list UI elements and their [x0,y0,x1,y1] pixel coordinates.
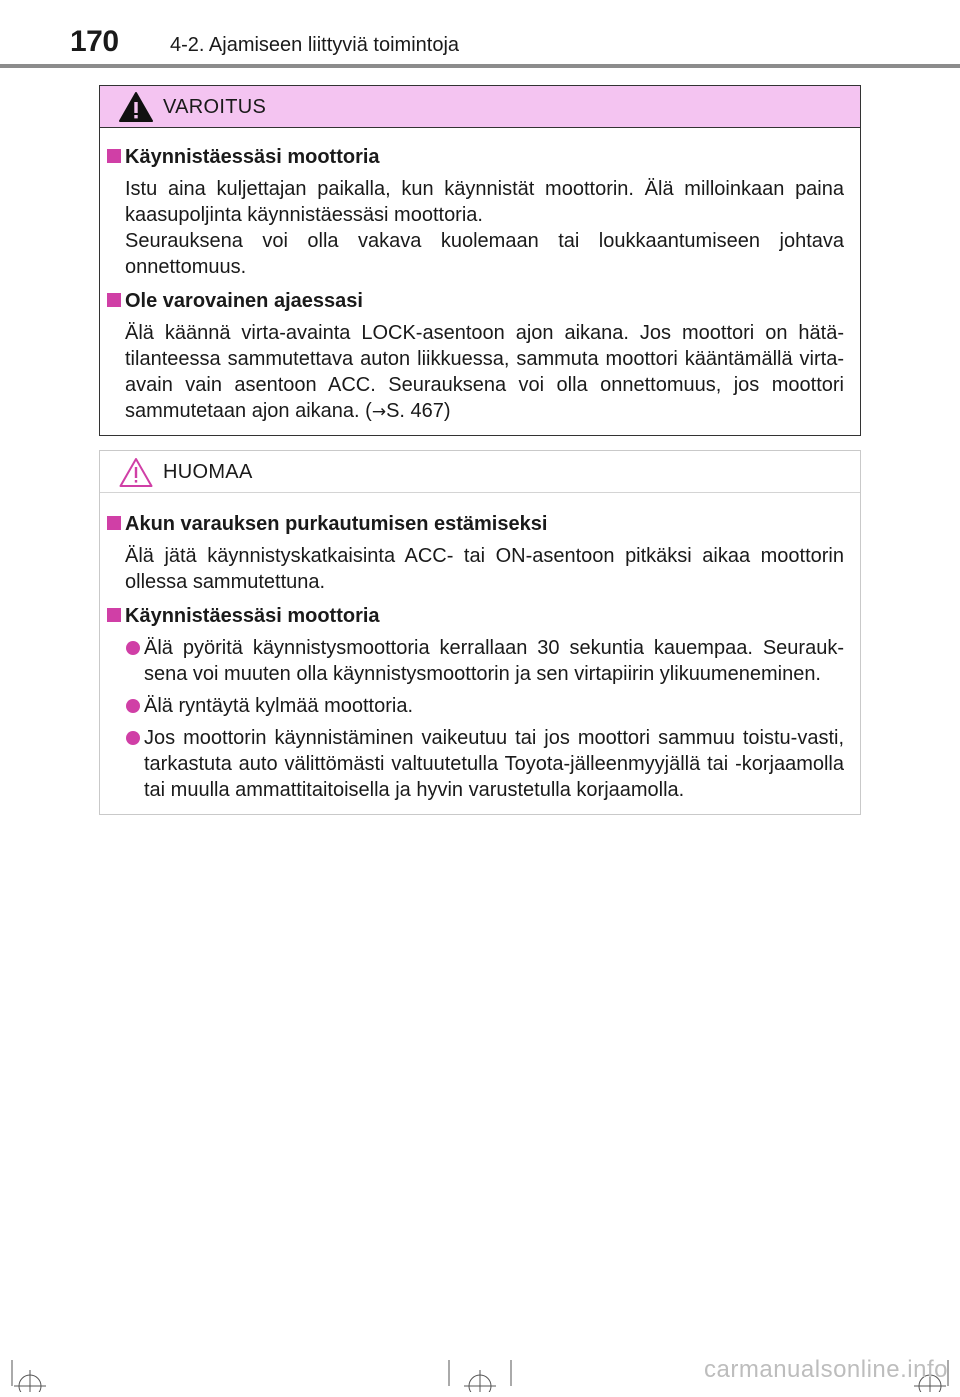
notice-header [100,451,860,493]
item-heading-text: Akun varauksen purkautumisen estämiseksi [125,513,548,535]
notice-box [99,450,861,815]
paragraph [125,320,844,425]
square-bullet-icon [107,608,121,622]
item-heading-text: Ole varovainen ajaessasi [125,290,363,312]
warning-body [100,144,860,433]
paragraph: Älä jätä käynnistyskatkaisinta ACC- tai ON-asentoon pitkäksi aikaa moottorin ollessa sammutettuna. [125,545,844,593]
warning-label: VAROITUS [163,96,267,118]
warning-triangle-icon [118,91,154,123]
notice-label: HUOMAA [163,461,253,483]
paragraph-text: Älä käännä virta-avainta LOCK-asentoon ajon aikana. Jos moottori on hätä-tilanteessa sammutettava auton liikkuessa, sammuta moottori kääntämällä virta-avain vain asentoon ACC. Seurauksena voi olla onnettomuus, jos moottori sammutetaan ajon aikana. ( [125,322,844,422]
list-item [125,693,844,719]
round-bullet-icon [126,731,140,745]
square-bullet-icon [107,293,121,307]
print-marks [0,1352,960,1392]
warning-box [99,85,861,436]
item-heading-text: Käynnistäessäsi moottoria [125,146,380,168]
square-bullet-icon [107,516,121,530]
item-heading [100,511,860,537]
paragraph: Istu aina kuljettajan paikalla, kun käynnistät moottorin. Älä milloinkaan paina kaasupoljinta käynnistäessäsi moottoria. [125,178,844,226]
header-rule [0,64,960,68]
round-bullet-icon [126,641,140,655]
list-item-text: Jos moottorin käynnistäminen vaikeutuu tai jos moottori sammuu toistu-vasti, tarkastuta auto välittömästi valtuutetulla Toyota-jälleenmyyjällä tai -korjaamolla tai muulla ammattitaitoisella ja hyvin varustetulla korjaamolla. [144,727,844,801]
warning-header [100,86,860,128]
list-item-text: Älä ryntäytä kylmää moottoria. [144,695,413,717]
notice-body [100,511,860,811]
paragraph: Seurauksena voi olla vakava kuolemaan tai loukkaantumiseen johtava onnettomuus. [125,230,844,278]
page-reference: S. 467) [386,400,451,422]
page-number: 170 [70,25,119,58]
page-header [0,0,960,70]
list-item [125,635,844,687]
warning-item [100,144,860,280]
item-heading-text: Käynnistäessäsi moottoria [125,605,380,627]
list-item-text: Älä pyöritä käynnistysmoottoria kerrallaan 30 sekuntia kauempaa. Seurauk-sena voi muuten olla käynnistysmoottorin ja sen virtapiirin ylikuumeneminen. [144,637,844,685]
arrow-icon: → [371,402,387,422]
item-heading [100,603,860,629]
notice-item [100,511,860,595]
round-bullet-icon [126,699,140,713]
watermark: carmanualsonline.info [704,1356,948,1383]
caution-triangle-outline-icon [118,456,154,488]
square-bullet-icon [107,149,121,163]
section-title: 4-2. Ajamiseen liittyviä toimintoja [170,34,460,56]
list-item [125,725,844,803]
item-heading [100,144,860,170]
warning-item [100,288,860,425]
notice-item [100,603,860,803]
item-heading [100,288,860,314]
